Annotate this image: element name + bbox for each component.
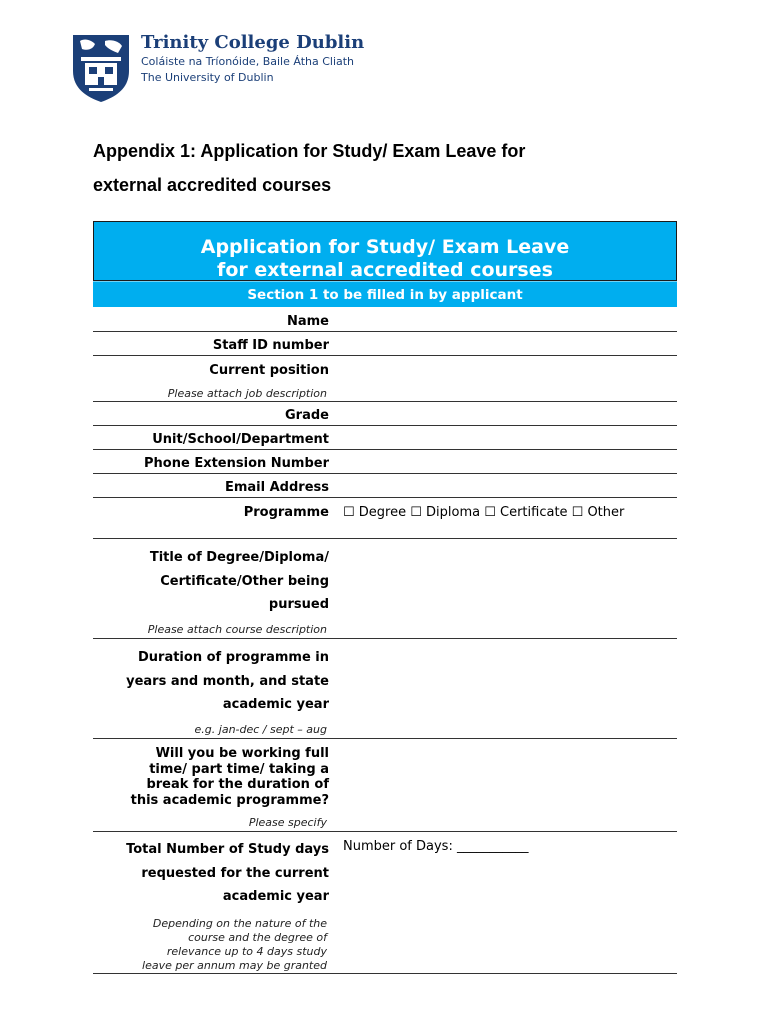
university-name: The University of Dublin xyxy=(141,71,274,84)
study-days-label-line1: Total Number of Study days xyxy=(126,842,329,857)
working-status-note: Please specify xyxy=(248,816,327,829)
working-status-label-line1: Will you be working full xyxy=(155,746,329,761)
current-position-label: Current position xyxy=(209,363,329,378)
course-title-note: Please attach course description xyxy=(147,623,327,636)
working-status-row[interactable] xyxy=(93,739,677,832)
current-position-note: Please attach job description xyxy=(167,387,327,400)
study-days-note-line4: leave per annum may be granted xyxy=(142,959,327,972)
institution-branding xyxy=(141,32,364,86)
study-days-note xyxy=(93,917,327,973)
grade-label: Grade xyxy=(285,408,329,423)
duration-label-line2: years and month, and state xyxy=(126,673,329,689)
email-label: Email Address xyxy=(224,480,329,495)
email-row[interactable] xyxy=(93,474,677,498)
unit-row[interactable] xyxy=(93,426,677,450)
duration-row[interactable] xyxy=(93,639,677,739)
study-days-row xyxy=(93,832,677,974)
course-title-label-line1: Title of Degree/Diploma/ xyxy=(149,550,329,565)
study-days-note-line1: Depending on the nature of the xyxy=(152,917,327,930)
course-title-row[interactable] xyxy=(93,539,677,639)
grade-row[interactable] xyxy=(93,402,677,426)
application-form xyxy=(93,221,677,974)
course-title-label-line3: pursued xyxy=(268,597,329,612)
number-of-days-field[interactable]: Number of Days: ___________ xyxy=(343,839,529,854)
working-status-label-line2: time/ part time/ taking a xyxy=(149,761,329,777)
study-days-note-line2: course and the degree of xyxy=(188,931,327,944)
duration-label xyxy=(93,646,329,717)
appendix-title-line2: external accredited courses xyxy=(93,175,332,195)
unit-label: Unit/School/Department xyxy=(152,432,329,447)
working-status-label-line4: this academic programme? xyxy=(130,792,329,808)
programme-label: Programme xyxy=(243,505,329,520)
working-status-label-line3: break for the duration of xyxy=(146,777,329,792)
study-days-label-line3: academic year xyxy=(222,889,329,904)
programme-row xyxy=(93,498,677,539)
form-banner xyxy=(93,221,677,281)
phone-label: Phone Extension Number xyxy=(144,456,329,471)
duration-label-line3: academic year xyxy=(222,697,329,712)
name-label: Name xyxy=(286,314,329,329)
section-header: Section 1 to be filled in by applicant xyxy=(93,281,677,307)
institution-irish-name: Coláiste na Tríonóide, Baile Átha Cliath xyxy=(141,55,355,68)
banner-title-line2: for external accredited courses xyxy=(217,259,553,281)
name-row[interactable] xyxy=(93,307,677,332)
duration-note: e.g. jan-dec / sept – aug xyxy=(194,723,327,736)
course-title-label-line2: Certificate/Other being xyxy=(160,573,329,589)
tcd-crest-logo xyxy=(71,33,131,103)
study-days-note-line3: relevance up to 4 days study xyxy=(166,945,327,958)
phone-row[interactable] xyxy=(93,450,677,474)
staff-id-row[interactable] xyxy=(93,332,677,356)
institution-name: Trinity College Dublin xyxy=(141,32,365,53)
appendix-title-line1: Appendix 1: Application for Study/ Exam Leave for xyxy=(93,141,526,161)
staff-id-label: Staff ID number xyxy=(212,338,329,353)
banner-title-line1: Application for Study/ Exam Leave xyxy=(200,236,570,258)
study-days-label-line2: requested for the current xyxy=(141,865,329,881)
programme-checkboxes[interactable]: ☐ Degree ☐ Diploma ☐ Certificate ☐ Other xyxy=(343,505,625,520)
current-position-row[interactable] xyxy=(93,356,677,402)
study-days-label xyxy=(93,838,329,909)
duration-label-line1: Duration of programme in xyxy=(137,650,329,665)
working-status-label xyxy=(93,746,329,808)
course-title-label xyxy=(93,546,329,617)
